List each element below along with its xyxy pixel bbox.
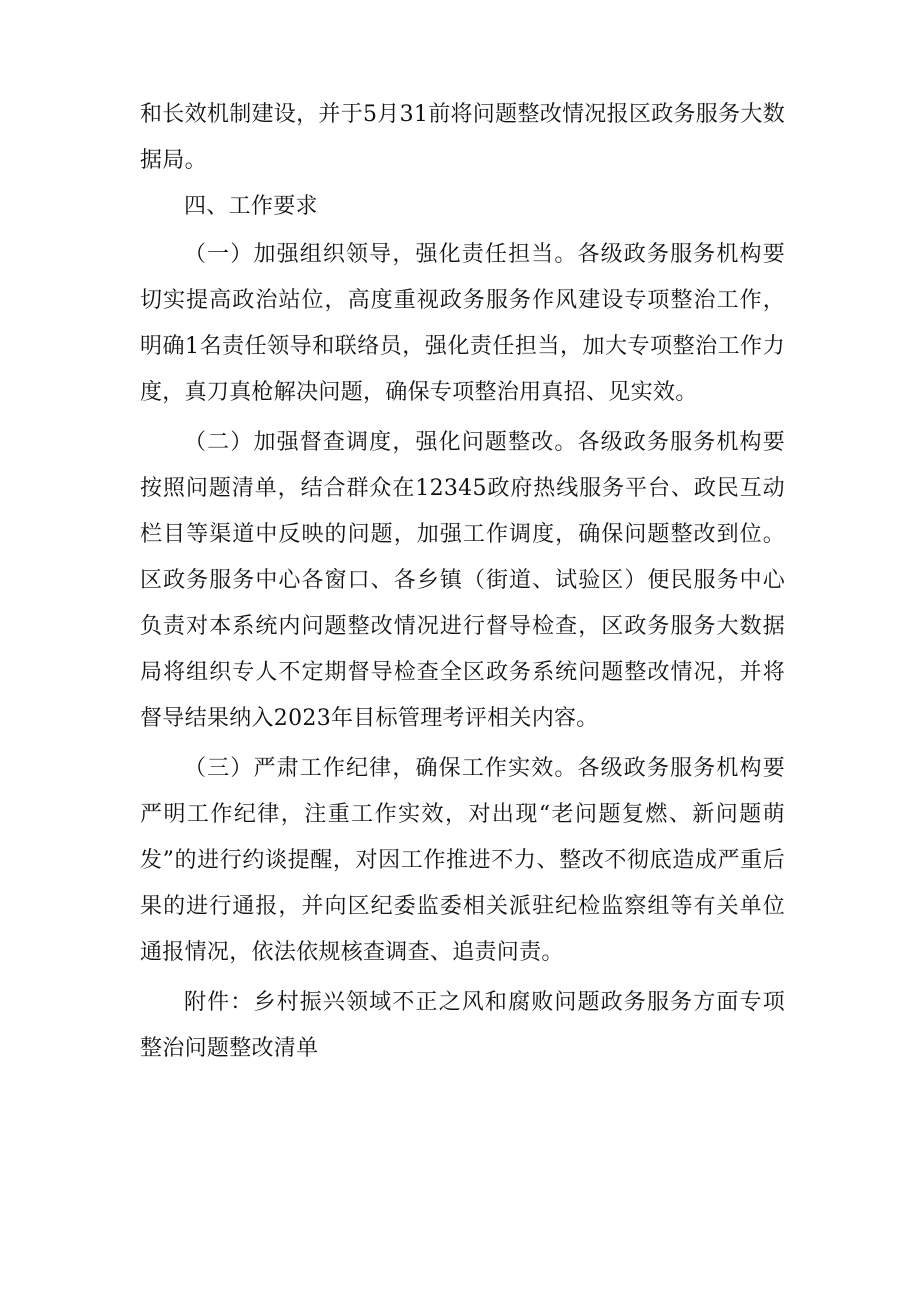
paragraph-continuation: 和长效机制建设，并于5月31前将问题整改情况报区政务服务大数据局。 [140,102,785,173]
paragraph-supervision-rectification: （二）加强督查调度，强化问题整改。各级政务服务机构要按照问题清单，结合群众在12345政府热线服务平台、政民互动栏目等渠道中反映的问题，加强工作调度，确保问题整改到位。区政务服务中心各窗口、各乡镇（街道、试验区）便民服务中心负责对本系统内问题整改情况进行督导检查，区政务服务大数据局将组织专人不定期督导检查全区政务系统问题整改情况，并将督导结果纳入2023年目标管理考评相关内容。 [140,430,785,731]
paragraph-attachment: 附件：乡村振兴领域不正之风和腐败问题政务服务方面专项整治问题整改清单 [140,990,785,1061]
paragraph-work-discipline: （三）严肃工作纪律，确保工作实效。各级政务服务机构要严明工作纪律，注重工作实效，对出现“老问题复燃、新问题萌发”的进行约谈提醒，对因工作推进不力、整改不彻底造成严重后果的进行通报，并向区纪委监委相关派驻纪检监察组等有关单位通报情况，依法依规核查调查、追责问责。 [140,756,785,965]
document-page [140,92,785,1072]
paragraph-organization-leadership: （一）加强组织领导，强化责任担当。各级政务服务机构要切实提高政治站位，高度重视政务服务作风建设专项整治工作，明确1名责任领导和联络员，强化责任担当，加大专项整治工作力度，真刀真枪解决问题，确保专项整治用真招、见实效。 [140,242,785,405]
section-heading-work-requirements: 四、工作要求 [184,194,318,219]
